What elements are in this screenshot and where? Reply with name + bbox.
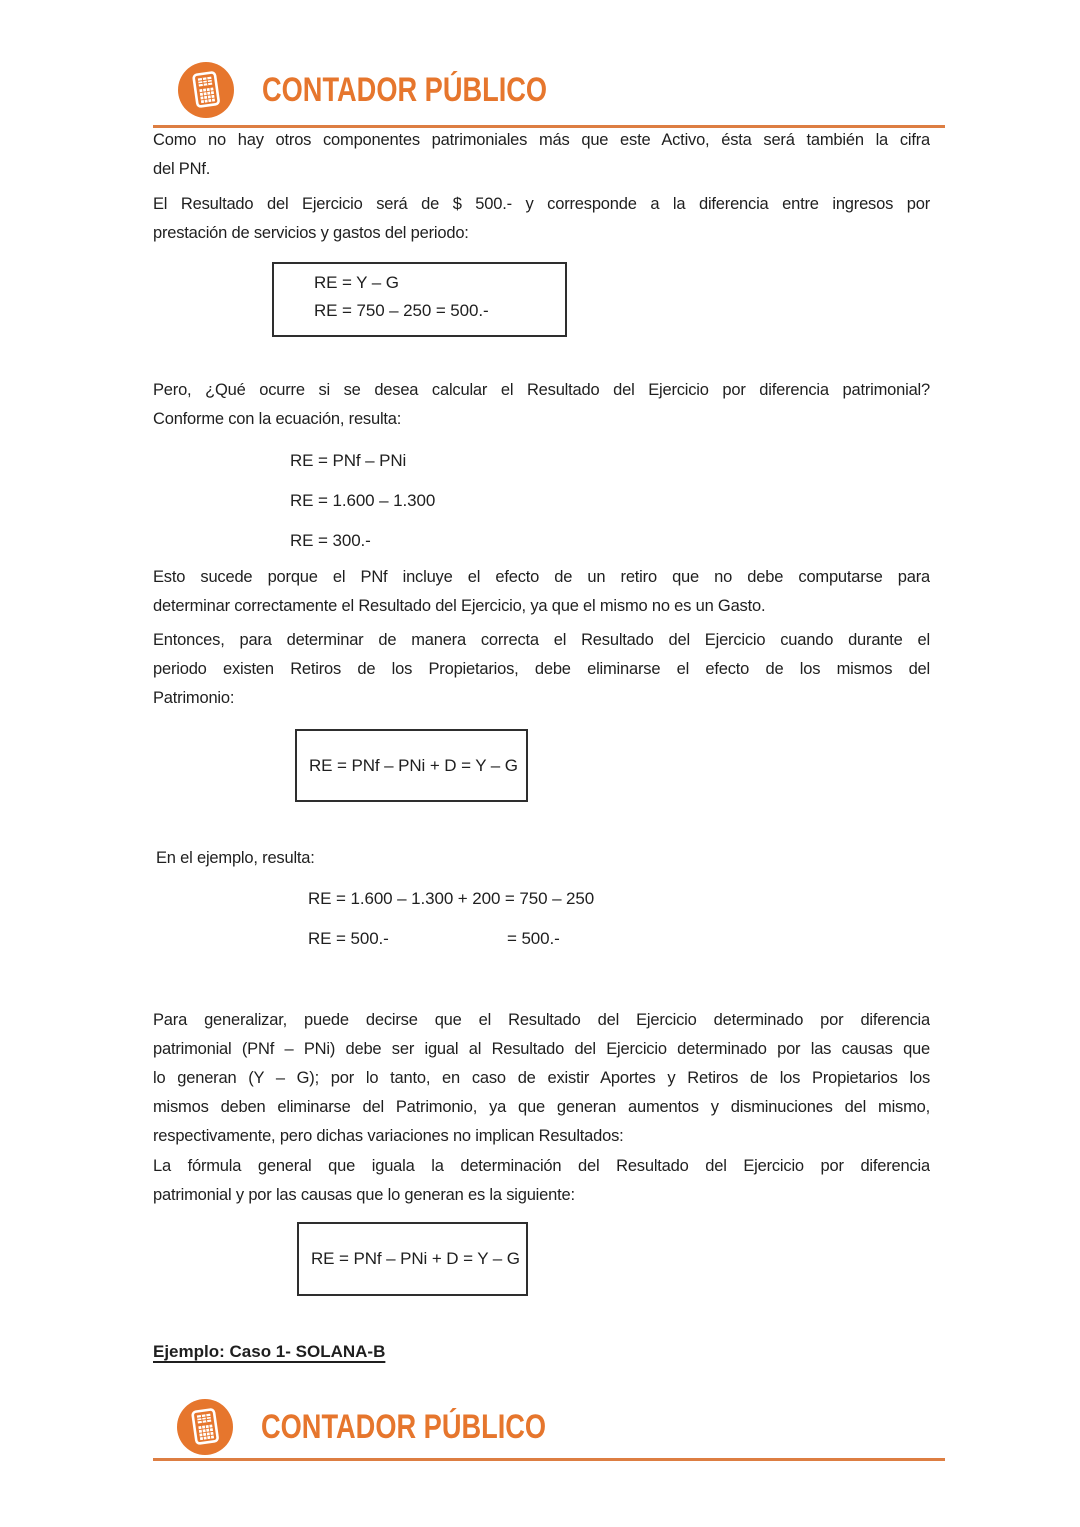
brand-title: CONTADOR PÚBLICO [261, 1408, 547, 1446]
paragraph-resultado [153, 190, 930, 248]
paragraph-line: del PNf. [153, 160, 211, 178]
paragraph-line: Esto sucede porque el PNf incluye el efecto de un retiro que no debe computarse para [153, 568, 930, 586]
paragraph-line: prestación de servicios y gastos del periodo: [153, 224, 469, 242]
footer-divider [153, 1458, 945, 1461]
formula-line: RE = 1.600 – 1.300 [290, 491, 436, 510]
footer-logo [177, 1399, 657, 1459]
paragraph-pnf [153, 126, 930, 184]
paragraph-line: Para generalizar, puede decirse que el Resultado del Ejercicio determinado por diferencia [153, 1011, 930, 1029]
paragraph-line: Entonces, para determinar de manera correcta el Resultado del Ejercicio cuando durante el [153, 631, 930, 649]
formula-line: RE = PNf – PNi [290, 451, 407, 470]
paragraph-line: determinar correctamente el Resultado del Ejercicio, ya que el mismo no es un Gasto. [153, 597, 766, 615]
formula-line-resultado-der: = 500.- [507, 929, 560, 948]
paragraph-generalizar [153, 1006, 930, 1151]
paragraph-formula-general [153, 1152, 930, 1210]
paragraph-line: Conforme con la ecuación, resulta: [153, 410, 402, 428]
paragraph-line: patrimonial (PNf – PNi) debe ser igual al Resultado del Ejercicio determinado por las causas que [153, 1040, 930, 1058]
paragraph-line: respectivamente, pero dichas variaciones no implican Resultados: [153, 1127, 624, 1145]
paragraph-line: El Resultado del Ejercicio será de $ 500.- y corresponde a la diferencia entre ingresos por [153, 195, 930, 213]
formula-box-general-repeat [297, 1222, 528, 1296]
paragraph-line: La fórmula general que iguala la determinación del Resultado del Ejercicio por diferencia [153, 1157, 930, 1175]
paragraph-line: En el ejemplo, resulta: [156, 849, 315, 867]
formula-box-general [295, 729, 528, 802]
paragraph-line: patrimonial y por las causas que lo generan es la siguiente: [153, 1186, 575, 1204]
paragraph-line: Pero, ¿Qué ocurre si se desea calcular el Resultado del Ejercicio por diferencia patrimonial? [153, 381, 930, 399]
paragraph-pregunta [153, 376, 930, 434]
formula-box-re-yg [272, 262, 567, 337]
paragraph-retiro [153, 563, 930, 621]
header-logo [178, 62, 658, 122]
formula-line: RE = 300.- [290, 531, 371, 550]
formula-line-resultado-izq: RE = 500.- [308, 929, 389, 948]
brand-title: CONTADOR PÚBLICO [262, 71, 548, 109]
paragraph-line: lo generan (Y – G); por lo tanto, en caso de existir Aportes y Retiros de los Propietarios los [153, 1069, 930, 1087]
calculator-icon [178, 62, 234, 118]
example-heading: Ejemplo: Caso 1- SOLANA-B [153, 1342, 386, 1361]
formula-line: RE = Y – G [314, 273, 399, 292]
formula-set-diferencia [290, 441, 435, 561]
paragraph-line: Patrimonio: [153, 689, 235, 707]
paragraph-ejemplo [156, 844, 556, 873]
paragraph-line: periodo existen Retiros de los Propietarios, debe eliminarse el efecto de los mismos del [153, 660, 930, 678]
formula-line: RE = PNf – PNi + D = Y – G [309, 755, 518, 775]
paragraph-line: mismos deben eliminarse del Patrimonio, ya que generan aumentos y disminuciones del mismo, [153, 1098, 930, 1116]
paragraph-entonces [153, 626, 930, 713]
paragraph-line: Como no hay otros componentes patrimoniales más que este Activo, ésta será también la cifra [153, 131, 930, 149]
formula-line-ejemplo: RE = 1.600 – 1.300 + 200 = 750 – 250 [308, 889, 595, 908]
formula-line: RE = 750 – 250 = 500.- [314, 301, 489, 320]
formula-line: RE = PNf – PNi + D = Y – G [311, 1249, 520, 1268]
calculator-icon [177, 1399, 233, 1455]
